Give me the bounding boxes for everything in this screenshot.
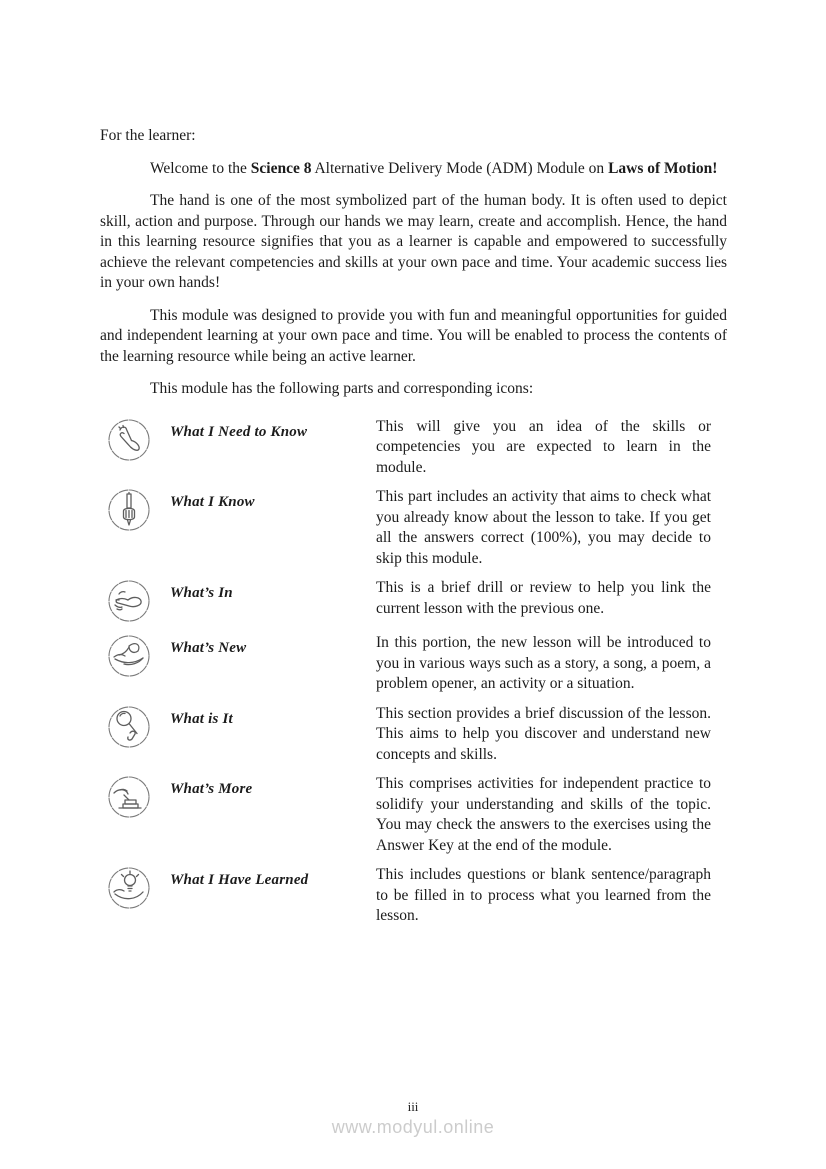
part-description: This section provides a brief discussion of the lesson. This aims to help you discover and understand new concepts and skills. xyxy=(376,704,711,763)
parts-intro: This module has the following parts and corresponding icons: xyxy=(150,380,534,397)
part-description: This includes questions or blank sentence/paragraph to be filled in to process what you learned from the lesson. xyxy=(376,866,711,924)
part-label: What I Have Learned xyxy=(170,872,309,888)
part-label: What’s In xyxy=(170,585,233,601)
part-row-what-i-need-to-know xyxy=(100,417,727,479)
subject-title: Science 8 xyxy=(250,159,312,177)
hand-holding-pencil-icon xyxy=(106,487,152,533)
part-label: What is It xyxy=(170,710,233,727)
part-row-whats-more xyxy=(100,774,727,856)
page-content xyxy=(100,126,727,936)
welcome-paragraph xyxy=(100,159,727,180)
part-row-what-is-it xyxy=(100,704,727,766)
lightbulb-on-hand-icon xyxy=(106,865,152,911)
magnifying-glass-icon xyxy=(106,704,152,750)
part-label: What’s More xyxy=(170,781,253,797)
part-row-what-i-have-learned xyxy=(100,865,727,927)
part-description: This part includes an activity that aims to check what you already know about the lesson to take. If you get all the answers correct (100%), you may decide to skip this module. xyxy=(376,488,711,567)
welcome-text-2: Alternative Delivery Mode (ADM) Module on xyxy=(311,159,609,177)
module-parts-table xyxy=(100,417,727,927)
hand-with-leaf-icon xyxy=(106,633,152,679)
part-row-whats-in xyxy=(100,578,727,624)
hand-paragraph: The hand is one of the most symbolized part of the human body. It is often used to depict skill, action and purpose. Through our hands we may learn, create and accomplish. Hence, the hand in this learning resource signifies that you as a learner is capable and empowered to successfully achieve the relevant competencies and skills at your own pace and time. Your academic success lies in your own hands! xyxy=(100,192,727,291)
part-description: This comprises activities for independent practice to solidify your understanding and skills of the topic. You may check the answers to the exercises using the Answer Key at the end of the module. xyxy=(376,775,711,854)
hand-writing-icon xyxy=(106,774,152,820)
page-number: iii xyxy=(407,1099,419,1114)
part-row-whats-new xyxy=(100,633,727,695)
part-row-what-i-know xyxy=(100,487,727,569)
salutation: For the learner: xyxy=(100,127,196,144)
part-description: This will give you an idea of the skills or competencies you are expected to learn in the module. xyxy=(376,417,711,476)
module-title: Laws of Motion! xyxy=(608,159,718,177)
hand-linking-icon xyxy=(106,578,152,624)
part-label: What’s New xyxy=(170,640,247,656)
hand-pointing-icon xyxy=(106,417,152,463)
watermark: www.modyul.online xyxy=(331,1117,495,1137)
part-label: What I Need to Know xyxy=(170,423,308,440)
module-design-paragraph: This module was designed to provide you with fun and meaningful opportunities for guided and independent learning at your own pace and time. You will be enabled to process the contents of the learning resource while being an active learner. xyxy=(100,306,727,365)
part-description: This is a brief drill or review to help you link the current lesson with the previous one. xyxy=(376,579,711,617)
part-label: What I Know xyxy=(170,494,255,510)
welcome-text-1: Welcome to the xyxy=(150,159,251,177)
part-description: In this portion, the new lesson will be introduced to you in various ways such as a story, a song, a poem, a problem opener, an activity or a situation. xyxy=(376,634,711,692)
